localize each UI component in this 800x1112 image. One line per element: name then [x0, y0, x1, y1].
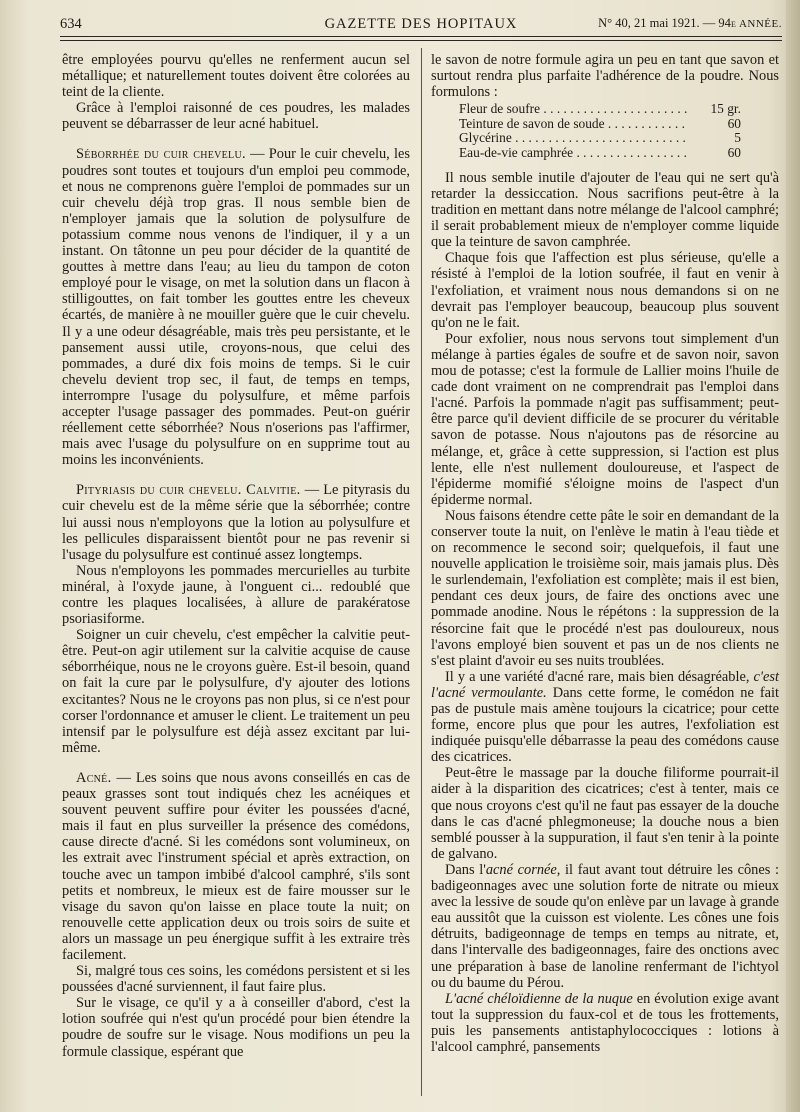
paragraph: Grâce à l'emploi raisonné de ces poudres, les malades peuvent se débarrasser de leur acné habituel. [62, 100, 410, 133]
formula-row [459, 117, 741, 131]
paragraph: Il nous semble inutile d'ajouter de l'eau qui ne sert qu'à retarder la dessiccation. Nous sacrifions peut-être à la tradition en mettant dans notre mélange de l'alcool camphré; il serait probablement mieux de n'employer comme liquide que la teinture de savon camphrée. [431, 169, 779, 251]
paragraph: Sur le visage, ce qu'il y a à conseiller d'abord, c'est la lotion soufrée qui n'est qu'un procédé pour bien étendre la poudre de soufre sur le visage. Nous modifions un peu la formule classique, espérant que [62, 995, 410, 1060]
formula-row [459, 102, 741, 116]
paragraph: Nous faisons étendre cette pâte le soir en demandant de la conserver toute la nuit, on l'enlève le matin à l'eau tiède et on recommence le second soir; quelquefois, il faut une nouvelle application le troisième soir, mais jamais plus. Dès le surlendemain, l'exfoliation est complète; mais il est bien, pendant ces deux jours, de faire des onctions avec une pommade anodine. Nous le répétons : la suppression de la résorcine fait que le procédé n'est pas douloureux, nous l'avons employé bien souvent et pas un de nos clients ne s'est plaint d'avoir eu ses nuits troublées. [431, 507, 779, 669]
formula-quantity: 60 [727, 115, 741, 131]
journal-title: GAZETTE DES HOPITAUX [324, 16, 518, 32]
formula-quantity: 5 [734, 130, 741, 146]
paragraph: Si, malgré tous ces soins, les comédons persistent et si les poussées d'acné surviennent, il faut faire plus. [62, 963, 410, 996]
section-acne [62, 770, 410, 963]
text-run: il faut avant tout détruire les cônes : badigeonnages avec une solution forte de nitrate ou mieux avec la lessive de soude qu'on enlève par un lavage à grande eau aussitôt que la cuisson est violente. Les cônes une fois détruits, badigeonnage de temps en temps au nitrate, et, dans l'intervalle des badigeonnages, faire des onctions avec une préparation à base de lanoline renfermant de l'ichtyol ou du baume du Pérou. [431, 861, 780, 991]
formula-quantity: 15 gr. [710, 101, 741, 117]
text-run: Il y a une variété d'acné rare, mais bien désagréable, [445, 668, 754, 685]
issue-date: N° 40, 21 mai 1921. — 94 [598, 16, 731, 30]
page-edge [786, 0, 800, 1112]
emphasis-text: L'acné chéloïdienne de la nuque [445, 990, 633, 1007]
paragraph: Pour exfolier, nous nous servons tout simplement d'un mélange à parties égales de soufre et de savon noir, savon mou de potasse; c'est la formule de Lallier moins l'huile de cade dont vraiment on ne comprendrait pas l'emploi dans l'acné. Parfois la pommade n'agit pas suffisamment; peut-être parce qu'il devient difficile de se procurer du véritable savon de potasse. Nous n'ajoutons pas de résorcine au mélange, et, grâce à cette suppression, si l'action est plus lente, elle n'est nullement douloureuse, et l'aspect de l'épiderme momifié s'éloigne moins de l'aspect d'un épiderme normal. [431, 330, 779, 508]
left-column [62, 52, 410, 1060]
paragraph [431, 669, 779, 766]
issue-info [598, 16, 782, 31]
column-divider [421, 48, 422, 1096]
paragraph [431, 991, 779, 1055]
paragraph: être employées pourvu qu'elles ne renferment aucun sel métallique; et naturellement toutes doivent être colorées au teint de la cliente. [62, 52, 410, 101]
header-rule [60, 36, 782, 37]
formula-ingredient: Eau-de-vie camphrée . . . [459, 146, 689, 160]
emphasis-text: acné cornée, [485, 861, 561, 878]
text-run: Dans cette forme, le comédon ne fait pas de pustule mais amène toujours la cicatrice; pour cette forme, encore plus que pour les autres, l'exfoliation est indiquée puisqu'elle débarrasse la peau des comédons cause des cicatrices. [431, 684, 779, 766]
section-heading: Acné. [76, 769, 112, 786]
paragraph [431, 862, 779, 991]
header-rule-thin [60, 40, 782, 41]
formula-row [459, 146, 741, 160]
section-heading: Séborrhée du cuir chevelu. [76, 146, 246, 163]
issue-year: e ANNÉE. [730, 18, 782, 30]
formula-ingredient: Fleur de soufre . . . [459, 102, 689, 116]
paragraph: Chaque fois que l'affection est plus sérieuse, qu'elle a résisté à l'emploi de la lotion soufrée, il faut en venir à l'exfoliation, et vraiment nous nous demandons si on ne devrait pas l'employer beaucoup, beaucoup plus souvent qu'on ne le fait. [431, 250, 779, 331]
section-heading: Pityriasis du cuir chevelu. Calvitie. [76, 482, 301, 499]
section-text: — Le pityrasis du cuir chevelu est de la même série que la séborrhée; contre lui aussi nous n'employons que la lotion au polysulfure et les pellicules disparaissent bientôt pour ne pas revenir si l'usage du polysulfure est continué assez longtemps. [62, 482, 410, 563]
paragraph: Peut-être le massage par la douche filiforme pourrait-il aider à la disparition des cicatrices; c'est à tenter, mais ce que nous croyons c'est qu'il ne faut pas essayer de la douche dans le cas d'acné phlegmoneuse; la douche nous a bien semblé pousser à la suppuration, il faut s'en tenir à la pointe de galvano. [431, 765, 779, 862]
formula-quantity: 60 [727, 144, 741, 160]
section-pityriasis [62, 482, 410, 562]
prescription-formula [459, 102, 741, 160]
right-column [431, 52, 779, 1055]
running-header [60, 8, 782, 34]
formula-ingredient: Teinture de savon de soude . . . [459, 117, 689, 131]
text-run: Dans l' [445, 861, 486, 878]
text-run: en évolution exige avant tout la suppression du faux-col et de tous les frottements, puis les pansements antistaphylococciques : lotions à l'alcool camphré, pansements [431, 990, 779, 1055]
section-text: — Les soins que nous avons conseillés en cas de peaux grasses sont tout indiqués chez les acnéiques et souvent peuvent suffire pour éviter les poussées d'acné, mais il faut en plus surveiller la présence des comédons, cause directe d'acné. Si les comédons sont volumineux, on les extrait avec l'instrument spécial et après extraction, on touche avec un tampon imbibé d'alcool camphré, s'ils sont petits et nombreux, le mieux est de faire mousser sur le visage du savon qu'on laisse en place toute la nuit; on renouvelle cette application deux ou trois soirs de suite et alors un massage un peu énergique suffit à les extraire très facilement. [62, 769, 410, 963]
paragraph: Soigner un cuir chevelu, c'est empêcher la calvitie peut-être. Peut-on agir utilement sur la calvitie acquise de cause séborrhéique, nous ne le croyons guère. Est-il besoin, quand on fait la cure par le polysulfure, d'y ajouter des lotions excitantes? Nous ne le croyons pas non plus, si ce n'est pour corser l'ordonnance et amuser le client. Le traitement un peu intensif par le polysulfure est déjà assez excitant par lui-même. [62, 627, 410, 756]
page-number: 634 [60, 16, 82, 32]
section-seborrhee [62, 146, 410, 468]
emphasis-text: c'est l'acné vermoulante. [431, 668, 779, 701]
paragraph: Nous n'employons les pommades mercurielles au turbite minéral, à l'oxyde jaune, à l'onguent ci... redoublé que contre les plaques localisées, à allure de parakératose psoriasiforme. [62, 562, 410, 628]
section-text: — Pour le cuir chevelu, les poudres sont toutes et toujours d'un emploi peu commode, et nous ne comprenons guère l'emploi de pommades sur un cuir chevelu déjà trop gras. Il nous semble bien de n'employer jamais que la solution de polysulfure de potassium comme nous venons de l'indiquer, il y a un instant. On tâtonne un peu pour décider de la quantité de gouttes à mettre dans l'eau; au lieu du tampon de coton employé pour le visage, on met la solution dans un flacon à stilligouttes, on fait tomber les gouttes entre les cheveux écartés, de manière à ne mouiller guère que le cuir chevelu. Il y a une odeur désagréable, mais très peu persistante, et le pansement aussi utile, croyons-nous, que celui des pommades, a duré dix fois moins de temps. Si le cuir chevelu devient trop sec, il faut, de temps en temps, interrompre l'usage du polysulfure, et même parfois accepter l'usage passager des pommades. Peut-on guérir réellement cette séborrhée? Nous n'oserions pas l'affirmer, mais avec l'usage du polysulfure on en supprime tout au moins les inconvénients. [62, 146, 410, 469]
paragraph: le savon de notre formule agira un peu en tant que savon et surtout rendra plus parfaite l'adhérence de la poudre. Nous formulons : [431, 52, 779, 101]
formula-row [459, 131, 741, 145]
formula-ingredient: Glycérine . . . [459, 131, 689, 145]
